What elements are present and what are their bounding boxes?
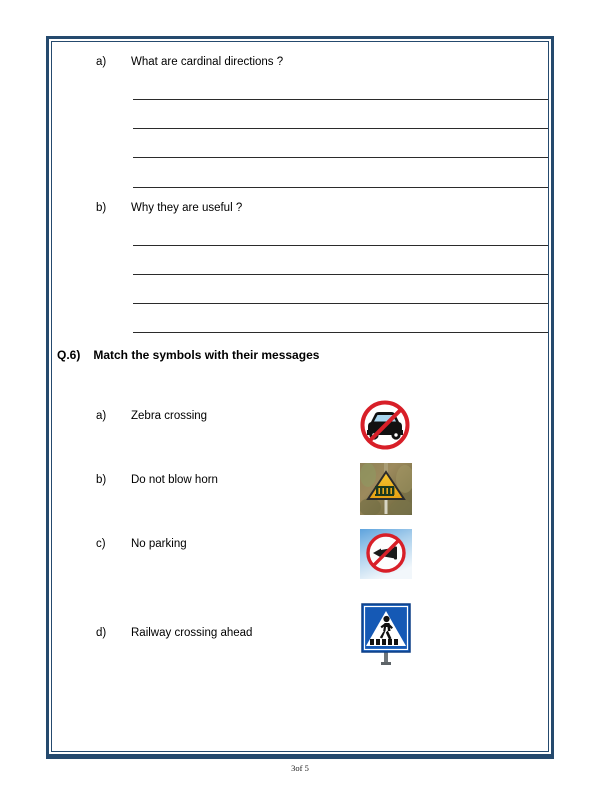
railway-gate-warning-sign-icon xyxy=(360,502,412,519)
no-cars-icon xyxy=(356,438,414,455)
question-a-marker: a) xyxy=(96,56,107,68)
answer-line[interactable] xyxy=(133,187,548,188)
match-item-c-figure[interactable] xyxy=(360,529,412,584)
answer-line[interactable] xyxy=(133,245,548,246)
match-item-d-figure[interactable] xyxy=(357,602,415,671)
answer-line[interactable] xyxy=(133,99,548,100)
section-title: Match the symbols with their messages xyxy=(93,348,320,362)
page-content xyxy=(52,42,548,751)
page-border-inner xyxy=(51,41,549,752)
match-item-d-marker: d) xyxy=(96,627,107,639)
match-item-d-label: Railway crossing ahead xyxy=(131,627,253,639)
match-item-c-label: No parking xyxy=(131,538,187,550)
match-item-b xyxy=(52,464,548,526)
match-item-c-marker: c) xyxy=(96,538,106,550)
answer-line[interactable] xyxy=(133,332,548,333)
page-number: 3of 5 xyxy=(291,763,309,773)
match-item-b-marker: b) xyxy=(96,474,107,486)
pedestrian-crossing-icon xyxy=(357,653,415,670)
page-border xyxy=(46,36,554,757)
footer-rule xyxy=(46,756,554,759)
question-b-text: Why they are useful ? xyxy=(131,202,243,214)
question-a-text: What are cardinal directions ? xyxy=(131,56,284,68)
match-item-a-label: Zebra crossing xyxy=(131,410,208,422)
question-b-marker: b) xyxy=(96,202,107,214)
match-item-c xyxy=(52,528,548,590)
match-item-a xyxy=(52,400,548,462)
match-item-b-label: Do not blow horn xyxy=(131,474,218,486)
question-a xyxy=(96,55,283,69)
no-horn-icon xyxy=(360,566,412,583)
answer-line[interactable] xyxy=(133,274,548,275)
question-b xyxy=(96,201,242,215)
section-heading xyxy=(57,348,319,362)
match-item-a-marker: a) xyxy=(96,410,107,422)
answer-line[interactable] xyxy=(133,303,548,304)
answer-line[interactable] xyxy=(133,157,548,158)
page-footer xyxy=(0,758,600,776)
match-item-d xyxy=(52,602,548,664)
answer-line[interactable] xyxy=(133,128,548,129)
match-item-b-figure[interactable] xyxy=(360,463,412,520)
match-item-a-figure[interactable] xyxy=(356,399,414,456)
section-number: Q.6) xyxy=(57,348,81,362)
